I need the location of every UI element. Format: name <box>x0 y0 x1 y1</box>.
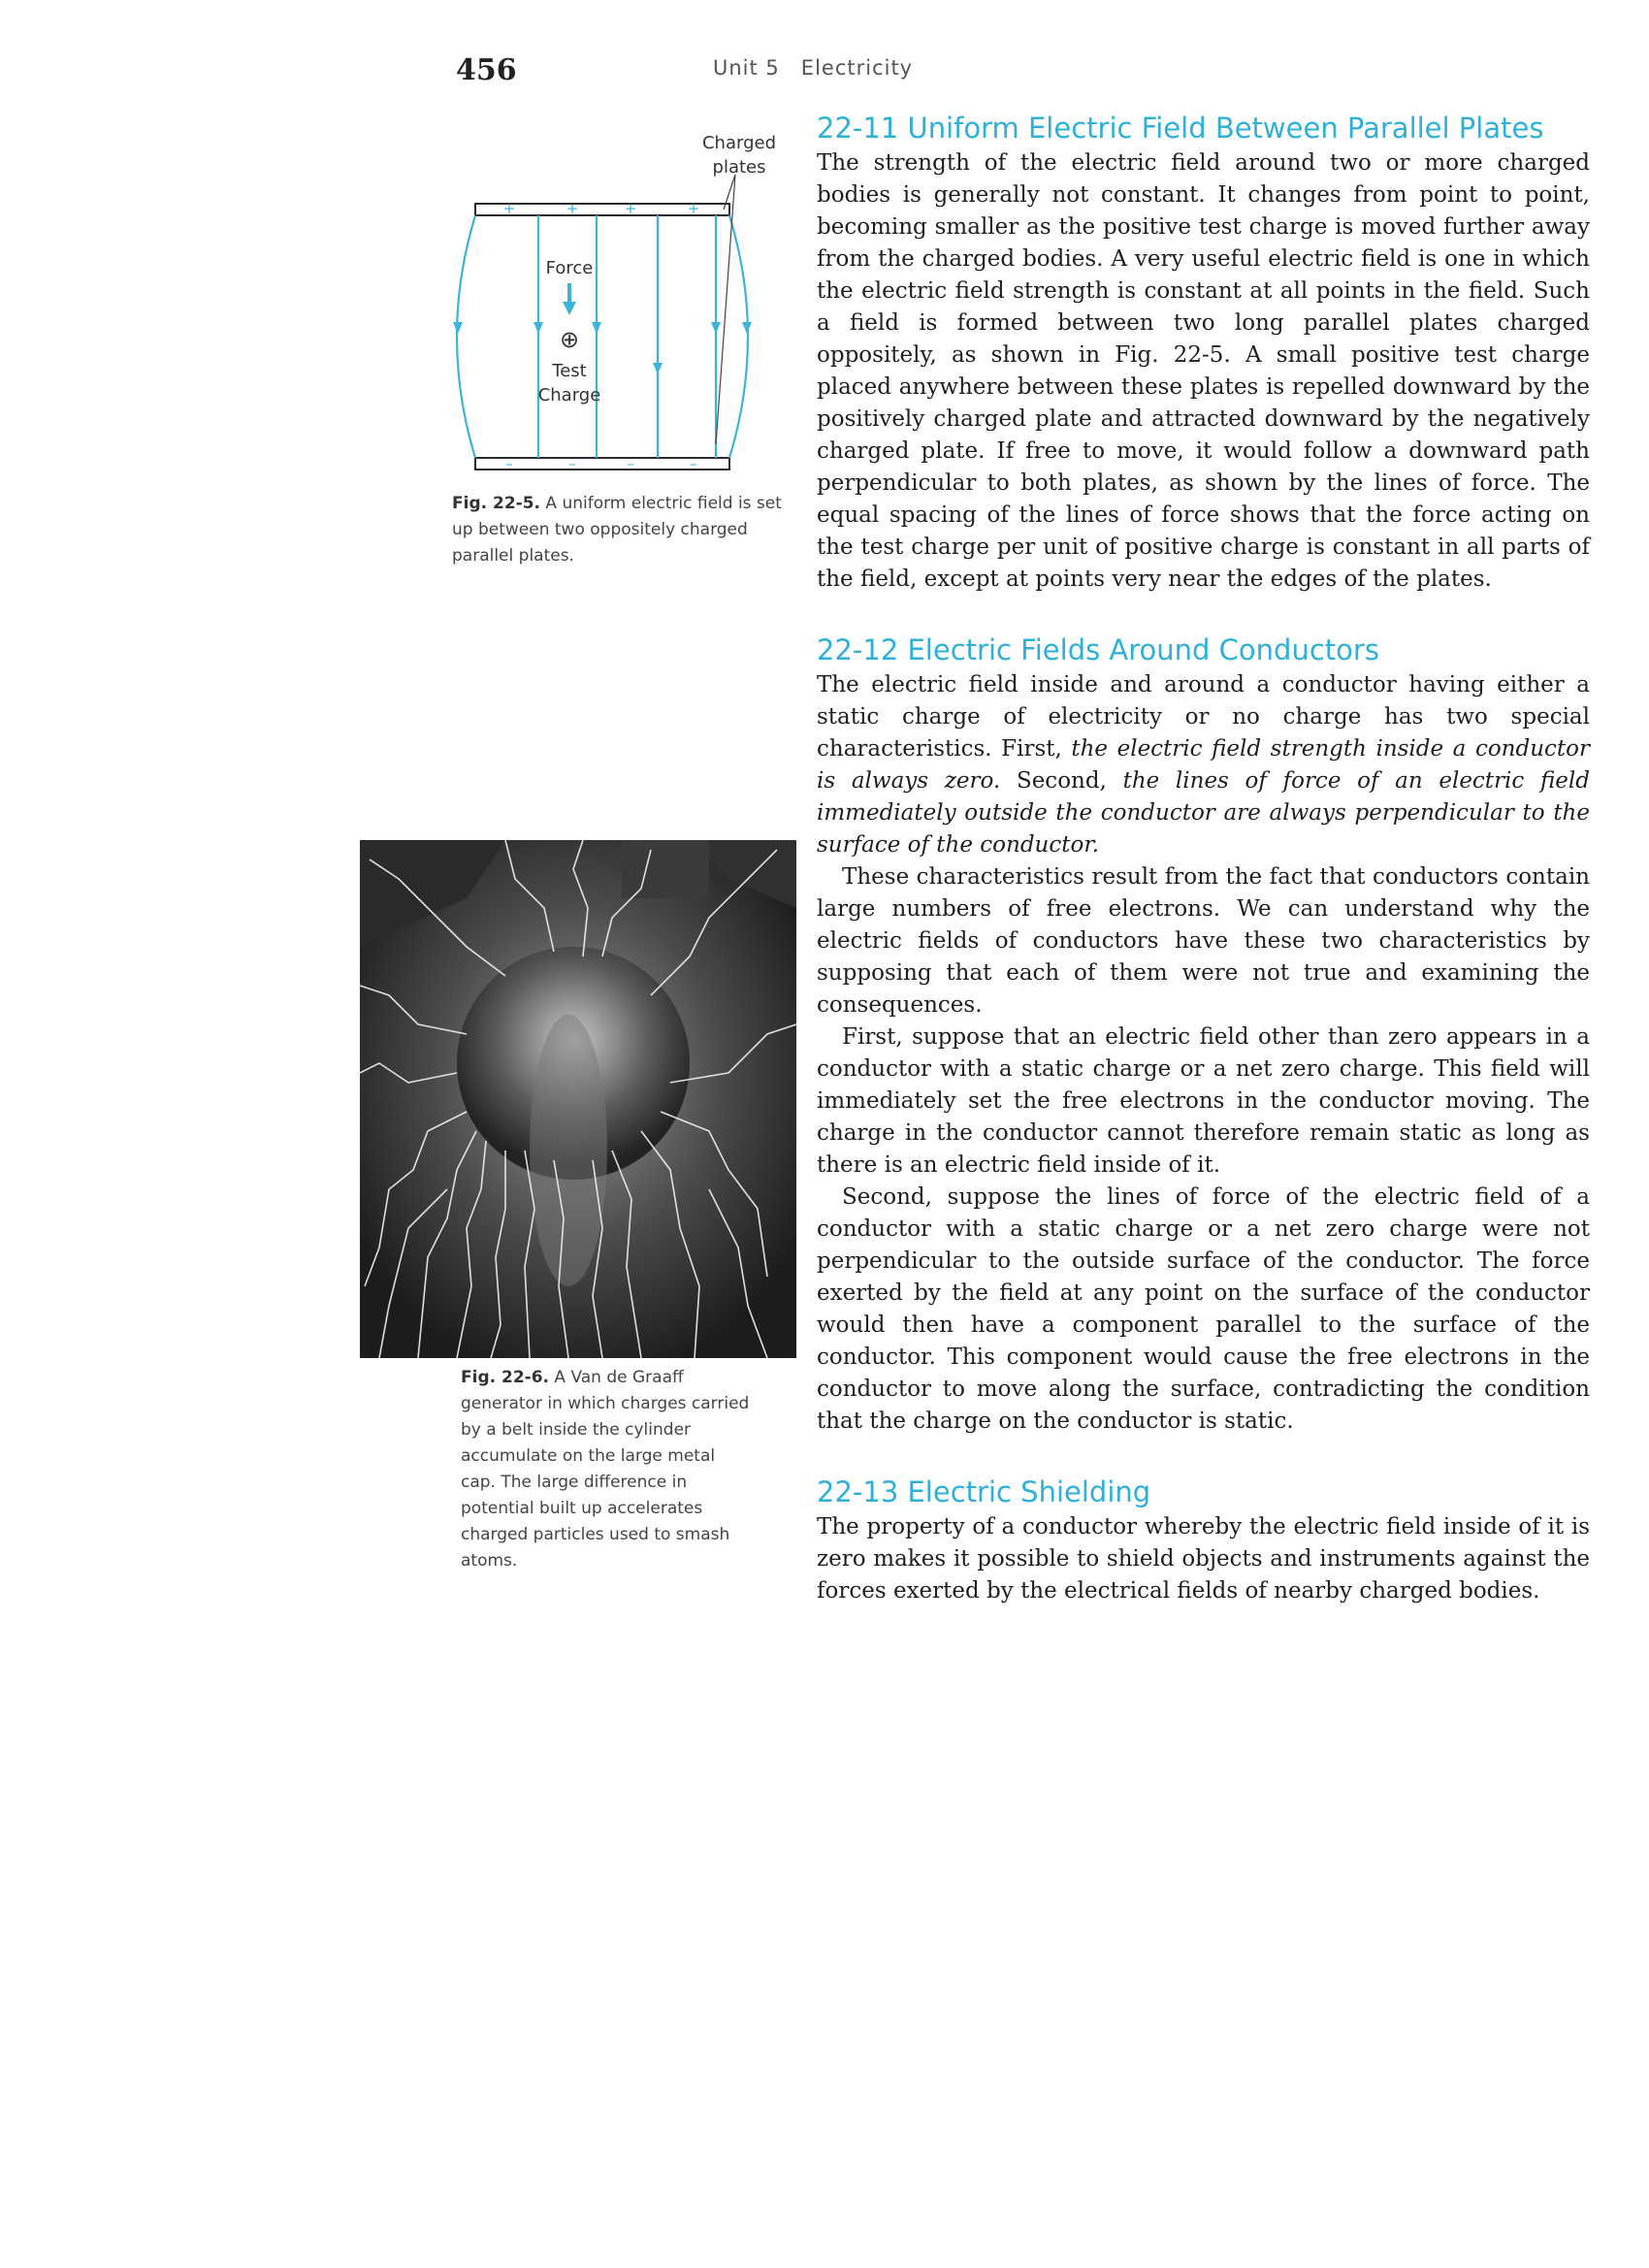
svg-text:–: – <box>505 455 513 472</box>
section-22-11-paragraph: The strength of the electric field around two or more charged bodies is generally not constant. It changes from point to point, becoming smaller as the positive test charge is moved further away from the charged bodies. A very useful electric field is one in which the electric field strength is constant at all points in the field. Such a field is formed between two long parallel plates charged oppositely, as shown in Fig. 22-5. A small positive test charge placed anywhere between these plates is repelled downward by the positively charged plate and attracted downward by the negatively charged plate. If free to move, it would follow a downward path perpendicular to both plates, as shown by the lines of force. The equal spacing of the lines of force shows that the force acting on the test charge per unit of positive charge is constant in all parts of the field, except at points very near the edges of the plates. <box>817 150 1590 592</box>
caption-text: A Van de Graaff generator in which charges carried by a belt inside the cylinder accumulate on the large metal cap. The large difference in potential built up accelerates charged particles used to smash atoms. <box>461 1368 750 1571</box>
svg-text:–: – <box>627 455 634 472</box>
figure-22-6-caption <box>461 1365 752 1574</box>
svg-text:–: – <box>690 455 697 472</box>
caption-text: A uniform electric field is set up between two oppositely charged parallel plates. <box>452 494 782 566</box>
page-number: 456 <box>456 53 517 87</box>
subject-label: Electricity <box>800 56 914 80</box>
charged-plates-label-1: Charged <box>701 133 777 153</box>
svg-text:+: + <box>566 200 579 217</box>
section-22-12-paragraph-3: First, suppose that an electric field other than zero appears in a conductor with a static charge or a net zero charge. This field will immediately set the free electrons in the conductor moving. The charge in the conductor cannot therefore remain static as long as there is an electric field inside of it. <box>817 1024 1590 1178</box>
section-22-12-paragraph-1: The electric field inside and around a conductor having either a static charge of electricity or no charge has two special characteristics. First, the electric field strength inside a conductor is always zero. Second, the lines of force of an electric field immediately outside the conductor are always perpendicular to the surface of the conductor. <box>817 672 1590 858</box>
force-label: Force <box>545 258 594 278</box>
svg-text:+: + <box>687 200 700 217</box>
lines-of-force <box>457 215 748 458</box>
running-header <box>713 56 913 80</box>
figure-22-5-caption <box>452 491 793 569</box>
test-charge-symbol: ⊕ <box>559 326 580 353</box>
plate-charge-signs <box>503 200 700 472</box>
van-de-graaff-photo <box>360 840 796 1358</box>
unit-label: Unit 5 <box>713 56 780 80</box>
section-22-11-heading: 22-11 Uniform Electric Field Between Parallel Plates <box>817 112 1544 145</box>
parallel-plates-diagram <box>446 116 815 490</box>
caption-label: Fig. 22-6. <box>461 1368 549 1387</box>
test-label: Test <box>552 361 587 381</box>
svg-text:+: + <box>502 200 516 217</box>
section-22-12-heading: 22-12 Electric Fields Around Conductors <box>817 633 1379 666</box>
charge-label: Charge <box>537 385 601 405</box>
force-arrow <box>563 283 576 315</box>
svg-text:–: – <box>568 455 576 472</box>
section-22-12-paragraph-4: Second, suppose the lines of force of the electric field of a conductor with a static charge or a net zero charge were not perpendicular to the outside surface of the conductor. The force exerted by the field at any point on the surface of the conductor would then have a component parallel to the surface of the conductor. This component would cause the free electrons in the conductor to move along the surface, contradicting the condition that the charge on the conductor is static. <box>817 1184 1590 1434</box>
section-22-13-heading: 22-13 Electric Shielding <box>817 1475 1151 1508</box>
svg-text:+: + <box>624 200 637 217</box>
caption-label: Fig. 22-5. <box>452 494 540 513</box>
section-22-13-paragraph: The property of a conductor whereby the electric field inside of it is zero makes it possible to shield objects and instruments against the forces exerted by the electrical fields of nearby charged bodies. <box>817 1514 1590 1604</box>
section-22-12-paragraph-2: These characteristics result from the fact that conductors contain large numbers of free electrons. We can understand why the electric fields of conductors have these two characteristics by supposing that each of them were not true and examining the consequences. <box>817 864 1590 1018</box>
main-text-column <box>817 109 1590 1607</box>
charged-plates-label-2: plates <box>712 157 766 178</box>
